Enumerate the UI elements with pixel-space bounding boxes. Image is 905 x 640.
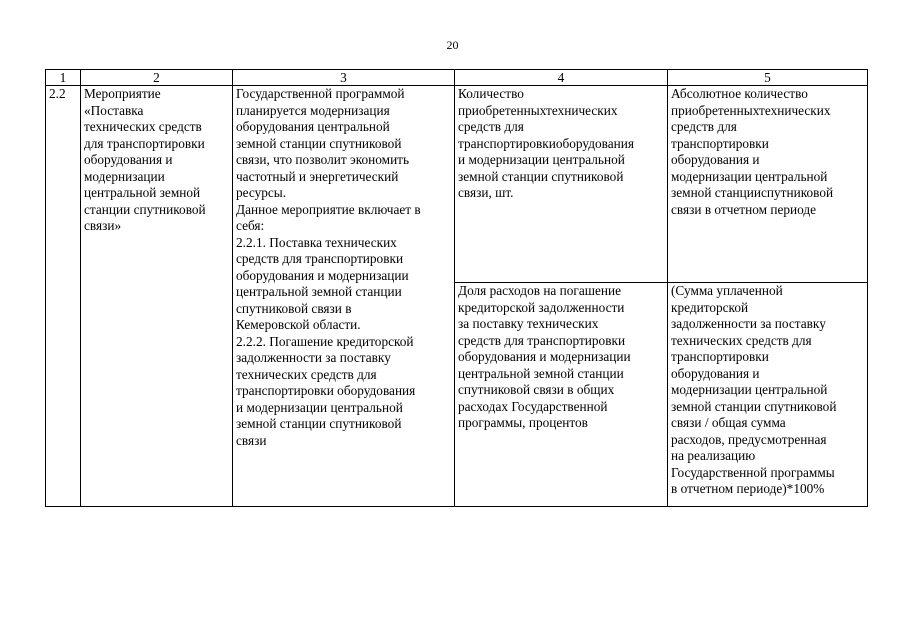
row-number-cell: 2.2 (46, 86, 81, 507)
indicators-table (45, 69, 868, 507)
indicator-name-cell: Доля расходов на погашение кредиторской задолженности за поставку технических средств для транспортировки оборудования и модернизации центральной земной станции спутниковой связи в общих расходах Государственной программы, процентов (455, 283, 668, 507)
header-cell-1: 1 (46, 70, 81, 86)
header-cell-5: 5 (668, 70, 868, 86)
indicator-formula-cell: (Сумма уплаченной кредиторской задолженности за поставку технических средств для транспортировки оборудования и модернизации центральной земной станции спутниковой связи / общая сумма расходов, предусмотренная на реализацию Государственной программы в отчетном периоде)*100% (668, 283, 868, 507)
table-header-row (46, 70, 868, 86)
page-number: 20 (446, 38, 459, 52)
indicator-name-cell: Количество приобретенныхтехнических средств для транспортировкиоборудования и модернизации центральной земной станции спутниковой связи, шт. (455, 86, 668, 283)
activity-cell: Мероприятие «Поставка технических средств для транспортировки оборудования и модернизации центральной земной станции спутниковой связи» (81, 86, 233, 507)
indicator-formula-cell: Абсолютное количество приобретенныхтехнических средств для транспортировки оборудования и модернизации центральной земной станцииспутниковой связи в отчетном периоде (668, 86, 868, 283)
header-cell-4: 4 (455, 70, 668, 86)
header-cell-2: 2 (81, 70, 233, 86)
description-cell: Государственной программой планируется модернизация оборудования центральной земной станции спутниковой связи, что позволит экономить частотный и энергетический ресурсы. Данное мероприятие включает в себя: 2.2.1. Поставка технических средств для транспортировки оборудования и модернизации центральной земной станции спутниковой связи в Кемеровской области. 2.2.2. Погашение кредиторской задолженности за поставку технических средств для транспортировки оборудования и модернизации центральной земной станции спутниковой связи (233, 86, 455, 507)
table-row (46, 86, 868, 283)
header-cell-3: 3 (233, 70, 455, 86)
